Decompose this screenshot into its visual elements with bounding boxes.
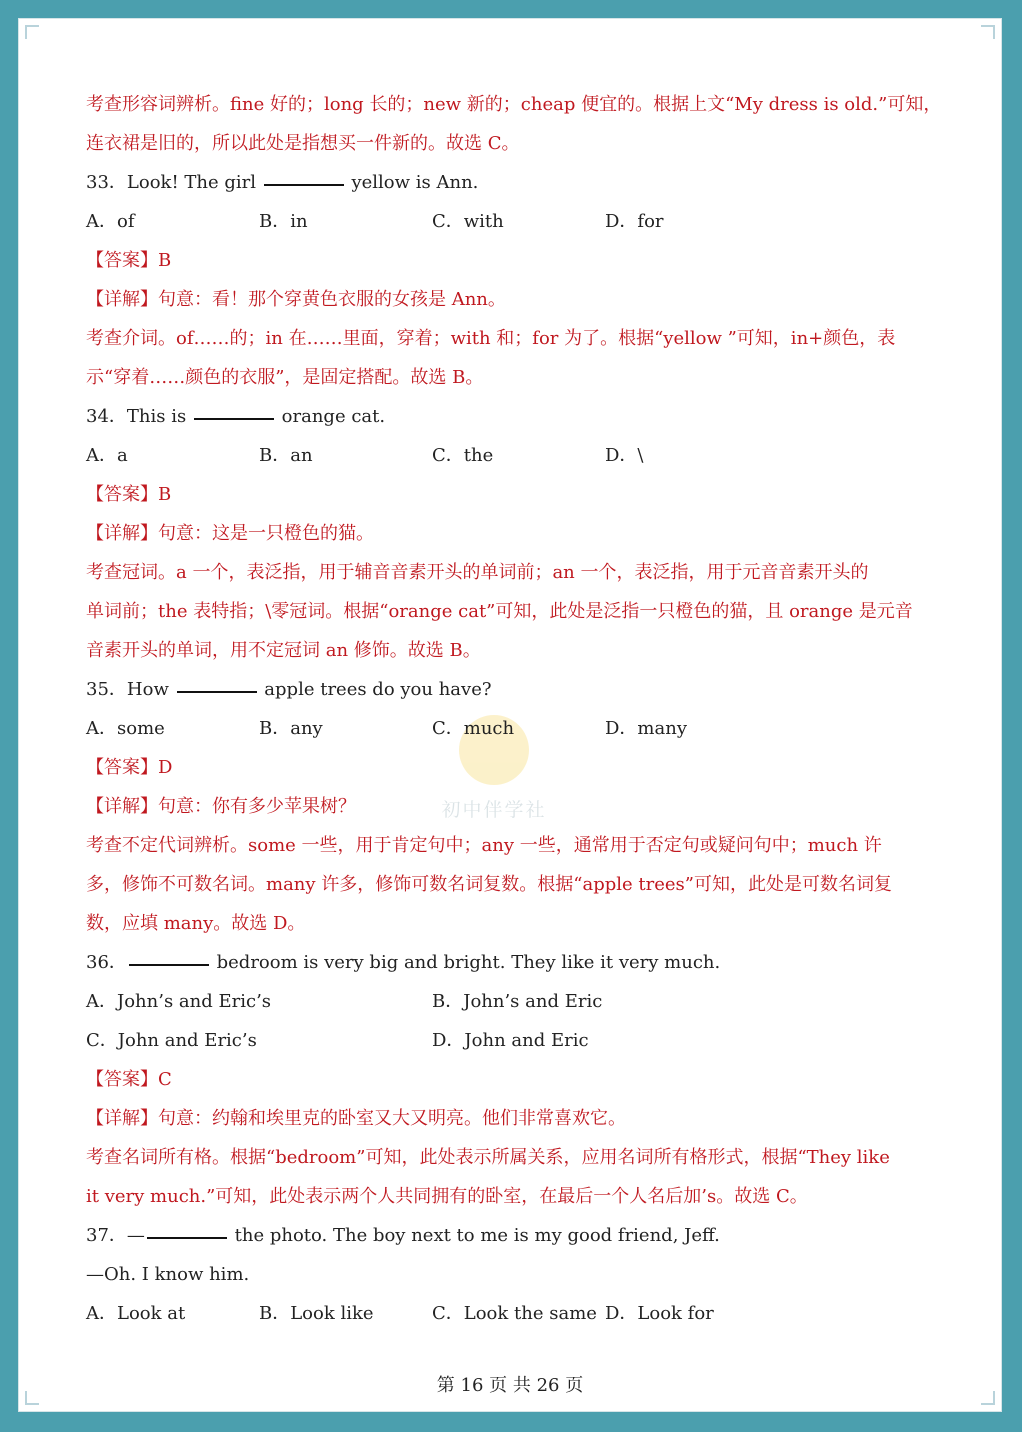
- option-item: D．\: [605, 445, 644, 466]
- question-text: orange cat.: [275, 406, 386, 427]
- explanation-line: 单词前；the 表特指；\零冠词。根据“orange cat”可知，此处是泛指一只橙色的猫，且 orange 是元音: [86, 601, 913, 622]
- explanation-line: 示“穿着……颜色的衣服”，是固定搭配。故选 B。: [86, 367, 484, 388]
- explanation-line: 【详解】句意：看！那个穿黄色衣服的女孩是 Ann。: [86, 289, 506, 310]
- answer-blank: [177, 690, 257, 693]
- explanation-line: 考查冠词。a 一个，表泛指，用于辅音音素开头的单词前；an 一个，表泛指，用于元音音素开头的: [86, 562, 869, 583]
- option-item: A．Look at: [86, 1303, 186, 1324]
- dialogue-line: —Oh. I know him.: [86, 1264, 250, 1285]
- answer-options: [86, 1294, 946, 1333]
- question-stem: [86, 397, 946, 436]
- explanation-line: 考查形容词辨析。fine 好的；long 长的；new 新的；cheap 便宜的。根据上文“My dress is old.”可知，: [86, 94, 942, 115]
- option-item: A．a: [86, 445, 128, 466]
- explanation-line: 【答案】B: [86, 250, 172, 271]
- option-item: C．John and Eric’s: [86, 1030, 257, 1051]
- document-page: [18, 18, 1002, 1412]
- answer-blank: [147, 1236, 227, 1239]
- answer-options: [86, 709, 946, 748]
- question-text: 34．This is: [86, 406, 192, 427]
- question-text: apple trees do you have?: [258, 679, 492, 700]
- option-item: C．with: [432, 211, 504, 232]
- explanation-line: 音素开头的单词，用不定冠词 an 修饰。故选 B。: [86, 640, 481, 661]
- corner-mark: [981, 25, 995, 39]
- option-item: D．Look for: [605, 1303, 714, 1324]
- option-item: B．Look like: [259, 1303, 374, 1324]
- option-item: D．many: [605, 718, 687, 739]
- question-text: 37．—: [86, 1225, 145, 1246]
- explanation-line: 【答案】C: [86, 1069, 172, 1090]
- option-item: C．much: [432, 718, 515, 739]
- answer-blank: [264, 183, 344, 186]
- explanation-line: 考查不定代词辨析。some 一些，用于肯定句中；any 一些，通常用于否定句或疑问句中；much 许: [86, 835, 882, 856]
- watermark-text: 初中伴学社: [441, 799, 547, 821]
- question-text: 35．How: [86, 679, 175, 700]
- corner-mark: [25, 25, 39, 39]
- option-item: B．an: [259, 445, 313, 466]
- explanation-line: it very much.”可知，此处表示两个人共同拥有的卧室，在最后一个人名后加’s。故选 C。: [86, 1186, 808, 1207]
- option-item: D．John and Eric: [432, 1030, 589, 1051]
- page-footer: 第 16 页 共 26 页: [436, 1375, 584, 1396]
- question-stem: [86, 163, 946, 202]
- question-text: bedroom is very big and bright. They like it very much.: [210, 952, 721, 973]
- question-stem: [86, 943, 946, 982]
- explanation-line: 多，修饰不可数名词。many 许多，修饰可数名词复数。根据“apple trees”可知，此处是可数名词复: [86, 874, 892, 895]
- question-text: yellow is Ann.: [345, 172, 479, 193]
- option-item: B．in: [259, 211, 308, 232]
- question-text: the photo. The boy next to me is my good friend, Jeff.: [228, 1225, 720, 1246]
- explanation-line: 【答案】B: [86, 484, 172, 505]
- option-item: C．Look the same: [432, 1303, 597, 1324]
- question-text: 33．Look! The girl: [86, 172, 262, 193]
- option-item: B．John’s and Eric: [432, 991, 603, 1012]
- explanation-line: 【详解】句意：这是一只橙色的猫。: [86, 523, 374, 544]
- question-text: 36．: [86, 952, 127, 973]
- option-item: B．any: [259, 718, 323, 739]
- question-stem: [86, 1216, 946, 1255]
- option-item: C．the: [432, 445, 494, 466]
- answer-options: [86, 436, 946, 475]
- explanation-line: 【详解】句意：约翰和埃里克的卧室又大又明亮。他们非常喜欢它。: [86, 1108, 626, 1129]
- answer-options: [86, 202, 946, 241]
- explanation-line: 【详解】句意：你有多少苹果树？: [86, 796, 356, 817]
- question-stem: [86, 670, 946, 709]
- question-content: [86, 85, 946, 1333]
- explanation-line: 连衣裙是旧的，所以此处是指想买一件新的。故选 C。: [86, 133, 520, 154]
- answer-blank: [194, 417, 274, 420]
- explanation-line: 考查名词所有格。根据“bedroom”可知，此处表示所属关系，应用名词所有格形式，根据“They like: [86, 1147, 890, 1168]
- answer-options: [86, 1021, 946, 1060]
- answer-blank: [129, 963, 209, 966]
- option-item: A．of: [86, 211, 135, 232]
- explanation-line: 考查介词。of……的；in 在……里面，穿着；with 和；for 为了。根据“yellow ”可知，in+颜色，表: [86, 328, 896, 349]
- explanation-line: 【答案】D: [86, 757, 173, 778]
- option-item: A．some: [86, 718, 165, 739]
- explanation-line: 数，应填 many。故选 D。: [86, 913, 306, 934]
- answer-options: [86, 982, 946, 1021]
- option-item: A．John’s and Eric’s: [86, 991, 272, 1012]
- option-item: D．for: [605, 211, 664, 232]
